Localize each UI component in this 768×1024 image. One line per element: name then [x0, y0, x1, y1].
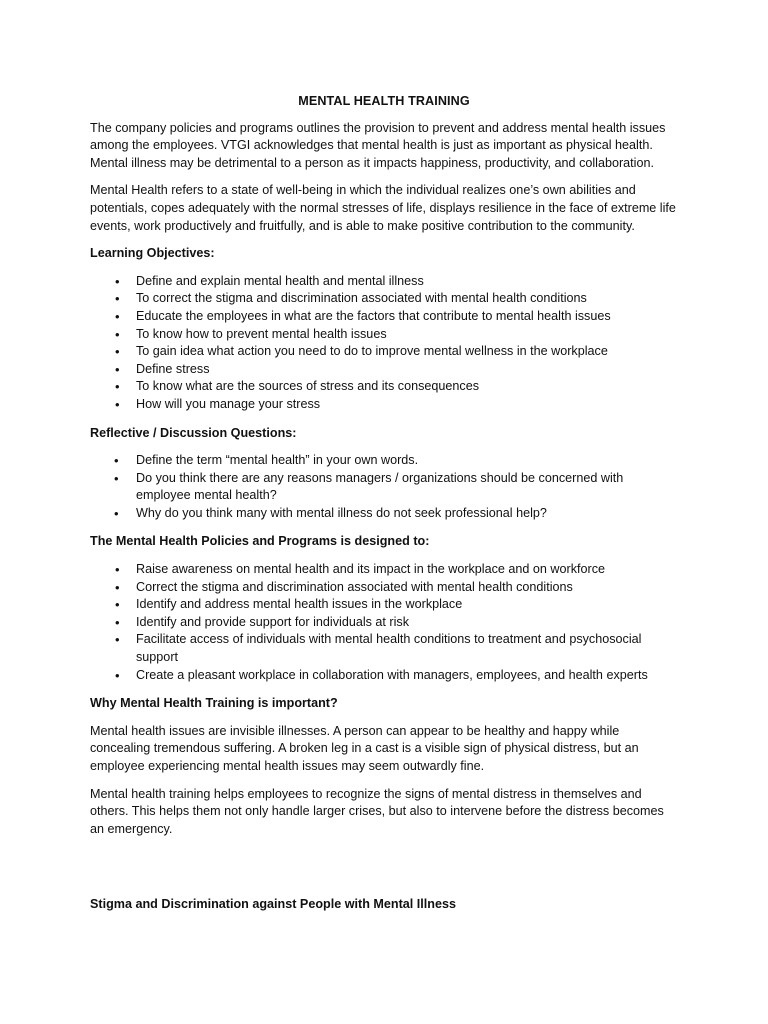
- importance-paragraph-2: Mental health training helps employees to recognize the signs of mental distress in themselves and others. This helps them not only handle larger crises, but also to intervene before the distress becomes an emergency.: [90, 786, 664, 836]
- list-item: • To know how to prevent mental health issues: [90, 326, 678, 344]
- list-item: • Correct the stigma and discrimination associated with mental health conditions: [90, 579, 678, 597]
- list-item: • Educate the employees in what are the factors that contribute to mental health issues: [90, 308, 678, 326]
- stigma-heading: Stigma and Discrimination against People with Mental Illness: [90, 897, 456, 912]
- policies-heading: The Mental Health Policies and Programs is designed to:: [90, 534, 430, 549]
- importance-paragraph-1: Mental health issues are invisible illnesses. A person can appear to be healthy and happy while concealing tremendous suffering. A broken leg in a cast is a visible sign of physical distress, but an employee experiencing mental health issues may seem outwardly fine.: [90, 723, 639, 773]
- list-item: • How will you manage your stress: [90, 396, 678, 414]
- list-item: • Define the term “mental health” in your own words.: [90, 452, 678, 470]
- list-item: • Define and explain mental health and mental illness: [90, 273, 678, 291]
- importance-heading: Why Mental Health Training is important?: [90, 696, 338, 711]
- list-item: • To know what are the sources of stress and its consequences: [90, 378, 678, 396]
- list-item: • Facilitate access of individuals with mental health conditions to treatment and psychosocial support: [90, 631, 678, 666]
- learning-objectives-heading: Learning Objectives:: [90, 246, 215, 261]
- list-item: • Identify and provide support for individuals at risk: [90, 614, 678, 632]
- reflective-questions-list: [90, 452, 678, 522]
- document-title: MENTAL HEALTH TRAINING: [298, 94, 470, 108]
- list-item: • Define stress: [90, 361, 678, 379]
- list-item: • To correct the stigma and discrimination associated with mental health conditions: [90, 290, 678, 308]
- list-item: • Why do you think many with mental illness do not seek professional help?: [90, 505, 678, 523]
- section-spacer: [90, 848, 678, 896]
- policies-list: [90, 561, 678, 684]
- intro-paragraph-1: The company policies and programs outlines the provision to prevent and address mental health issues among the employees. VTGI acknowledges that mental health is just as important as physical health. Mental illness may be detrimental to a person as it impacts happiness, productivity, and collaboration.: [90, 120, 666, 170]
- list-item: • To gain idea what action you need to do to improve mental wellness in the workplace: [90, 343, 678, 361]
- list-item: • Do you think there are any reasons managers / organizations should be concerned with employee mental health?: [90, 470, 678, 505]
- intro-paragraph-2: Mental Health refers to a state of well-being in which the individual realizes one’s own abilities and potentials, copes adequately with the normal stresses of life, displays resilience in the face of extreme life events, work productively and fruitfully, and is able to make positive contribution to the community.: [90, 183, 676, 233]
- learning-objectives-list: [90, 273, 678, 414]
- list-item: • Create a pleasant workplace in collaboration with managers, employees, and health experts: [90, 667, 678, 685]
- list-item: • Raise awareness on mental health and its impact in the workplace and on workforce: [90, 561, 678, 579]
- reflective-questions-heading: Reflective / Discussion Questions:: [90, 425, 297, 440]
- list-item: • Identify and address mental health issues in the workplace: [90, 596, 678, 614]
